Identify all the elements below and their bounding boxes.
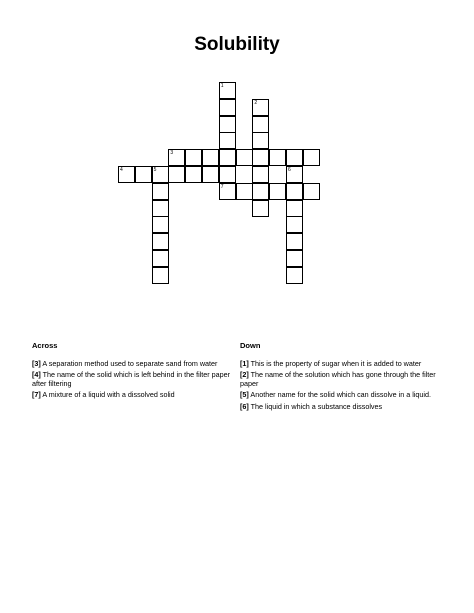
cell-number: 5	[153, 167, 157, 173]
clue-number: [5]	[240, 390, 249, 400]
clue-number: [1]	[240, 358, 249, 368]
grid-cell[interactable]	[118, 166, 135, 183]
grid-cell[interactable]	[269, 149, 286, 166]
grid-cell[interactable]	[303, 149, 320, 166]
grid-cell[interactable]	[286, 166, 303, 183]
puzzle-title: Solubility	[194, 34, 280, 55]
across-clues	[32, 342, 232, 403]
cell-number: 1	[220, 83, 224, 89]
cell-number: 3	[170, 150, 174, 157]
grid-cell[interactable]	[286, 200, 303, 217]
grid-cell[interactable]	[135, 166, 152, 183]
grid-cell[interactable]	[252, 149, 269, 166]
grid-cell[interactable]	[236, 149, 253, 166]
grid-cell[interactable]	[286, 267, 303, 284]
grid-cell[interactable]	[202, 166, 219, 183]
clue-number: [4]	[32, 370, 41, 380]
clue-number: [3]	[32, 358, 41, 368]
clue-down-1	[240, 360, 440, 369]
cell-number: 6	[288, 167, 291, 173]
grid-cell[interactable]	[219, 116, 236, 133]
clue-text: The name of the solid which is left behind in the filter paper after filtering	[32, 370, 231, 388]
grid-cell[interactable]	[252, 99, 269, 116]
grid-cell[interactable]	[219, 166, 236, 183]
grid-cell[interactable]	[219, 183, 236, 200]
grid-cell[interactable]	[202, 149, 219, 166]
grid-cell[interactable]	[286, 149, 303, 166]
clue-text: A separation method used to separate sand from water	[42, 358, 218, 368]
grid-cell[interactable]	[185, 149, 202, 166]
clue-text: A mixture of a liquid with a dissolved solid	[42, 390, 175, 400]
clue-number: [6]	[240, 401, 249, 411]
clue-down-6	[240, 403, 440, 412]
clue-text: This is the property of sugar when it is added to water	[250, 358, 422, 368]
clue-text: The liquid in which a substance dissolves	[250, 401, 383, 411]
grid-cell[interactable]	[252, 166, 269, 183]
grid-cell[interactable]	[168, 149, 185, 166]
clue-down-5	[240, 391, 440, 400]
grid-cell[interactable]	[152, 200, 169, 217]
grid-cell[interactable]	[168, 166, 185, 183]
grid-cell[interactable]	[185, 166, 202, 183]
grid-cell[interactable]	[152, 183, 169, 200]
grid-cell[interactable]	[286, 233, 303, 250]
clue-across-7	[32, 391, 232, 400]
cell-number: 4	[120, 167, 123, 173]
grid-cell[interactable]	[252, 200, 269, 217]
grid-cell[interactable]	[286, 216, 303, 233]
cell-number: 2	[254, 99, 258, 106]
grid-cell[interactable]	[219, 149, 236, 166]
grid-cell[interactable]	[303, 183, 320, 200]
grid-cell[interactable]	[219, 99, 236, 116]
clue-across-3	[32, 360, 232, 369]
grid-cell[interactable]	[152, 216, 169, 233]
grid-cell[interactable]	[252, 116, 269, 133]
grid-cell[interactable]	[219, 82, 236, 99]
grid-cell[interactable]	[152, 233, 169, 250]
clue-text: Another name for the solid which can dissolve in a liquid.	[250, 390, 431, 400]
clue-down-2	[240, 371, 440, 388]
cell-number: 7	[220, 183, 224, 190]
clue-number: [2]	[240, 370, 249, 380]
grid-cell[interactable]	[286, 250, 303, 267]
grid-cell[interactable]	[236, 183, 253, 200]
grid-cell[interactable]	[152, 250, 169, 267]
grid-cell[interactable]	[252, 183, 269, 200]
down-heading: Down	[240, 341, 261, 350]
down-clues	[240, 342, 440, 415]
across-heading: Across	[32, 341, 58, 350]
clue-across-4	[32, 371, 232, 388]
grid-cell[interactable]	[152, 267, 169, 284]
grid-cell[interactable]	[286, 183, 303, 200]
grid-cell[interactable]	[269, 183, 286, 200]
grid-cell[interactable]	[252, 132, 269, 149]
grid-cell[interactable]	[152, 166, 169, 183]
clue-text: The name of the solution which has gone through the filter paper	[240, 370, 436, 388]
clue-number: [7]	[32, 390, 41, 400]
grid-cell[interactable]	[219, 132, 236, 149]
